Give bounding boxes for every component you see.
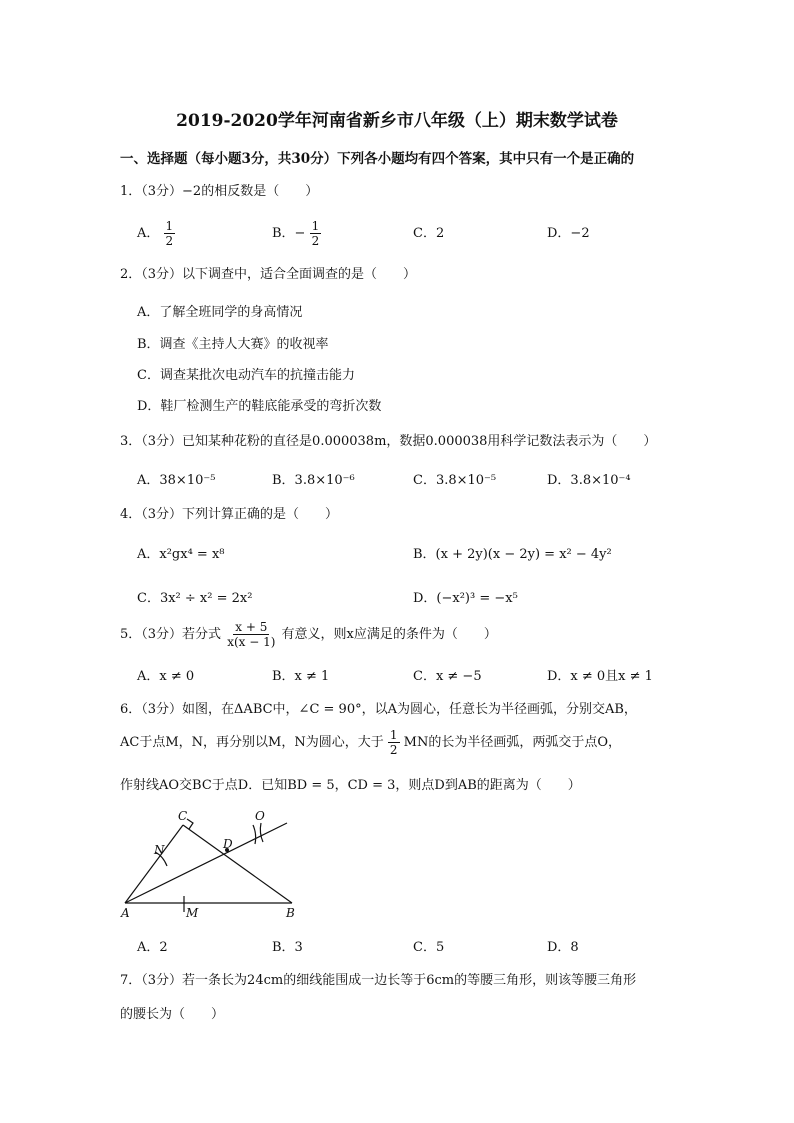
fraction-denominator: 2 <box>311 234 320 248</box>
label-c: C <box>178 809 188 823</box>
ray-ao <box>125 823 287 903</box>
question-1-stem: 1．（3分）−2的相反数是（ ） <box>120 184 319 199</box>
q1-option-a-fraction <box>164 219 176 248</box>
label-o: O <box>255 809 265 823</box>
segment-ac <box>125 825 183 903</box>
q3-option-c: C．3.8×10⁻⁵ <box>413 473 497 488</box>
q5-option-d: D．x ≠ 0且x ≠ 1 <box>547 669 653 684</box>
q4-option-a: A．x²gx⁴ = x⁸ <box>137 547 225 562</box>
q1-option-b <box>272 219 321 248</box>
q1-option-c: C．2 <box>413 226 445 241</box>
q1-option-a <box>137 219 175 248</box>
q3-option-a: A．38×10⁻⁵ <box>137 473 216 488</box>
question-2-stem: 2．（3分）以下调查中，适合全面调查的是（ ） <box>120 267 417 282</box>
label-n: N <box>154 843 165 857</box>
label-a: A <box>121 906 130 920</box>
right-angle-mark <box>187 819 193 829</box>
q2-option-a: A．了解全班同学的身高情况 <box>137 305 303 320</box>
q4-option-b: B．(x + 2y)(x − 2y) = x² − 4y² <box>413 547 612 562</box>
label-b: B <box>286 906 295 920</box>
q5-option-b: B．x ≠ 1 <box>272 669 330 684</box>
section-heading: 一、选择题（每小题3分，共30分）下列各小题均有四个答案，其中只有一个是正确的 <box>120 151 635 167</box>
page-title: 2019-2020学年河南省新乡市八年级（上）期末数学试卷 <box>176 111 618 131</box>
q6-line2-suffix: MN的长为半径画弧，两弧交于点O， <box>403 735 621 750</box>
q1-option-a-label: A． <box>137 226 160 241</box>
question-6-line-2 <box>120 728 621 757</box>
q5-fraction <box>225 620 277 649</box>
q5-stem-suffix: 有意义，则x应满足的条件为（ ） <box>281 627 497 642</box>
question-7-line-1: 7．（3分）若一条长为24cm的细线能围成一边长等于6cm的等腰三角形，则该等腰三角形 <box>120 973 637 988</box>
q6-triangle-figure <box>115 808 300 920</box>
label-m: M <box>186 906 199 920</box>
q2-option-b: B．调查《主持人大赛》的收视率 <box>137 337 329 352</box>
q6-option-d: D．8 <box>547 940 579 955</box>
fraction-denominator: 2 <box>389 743 398 757</box>
question-5-stem <box>120 620 497 649</box>
question-6-line-1: 6．（3分）如图，在ΔABC中，∠C = 90°，以A为圆心，任意长为半径画弧，分别交AB， <box>120 702 637 717</box>
q1-option-b-fraction <box>310 219 322 248</box>
fraction-numerator: 1 <box>389 728 398 742</box>
q1-option-b-label: B．− <box>272 226 306 241</box>
segment-cb <box>183 825 292 903</box>
q3-option-d: D．3.8×10⁻⁴ <box>547 473 631 488</box>
question-6-line-3: 作射线AO交BC于点D．已知BD = 5，CD = 3，则点D到AB的距离为（ ） <box>120 778 581 793</box>
q2-option-d: D．鞋厂检测生产的鞋底能承受的弯折次数 <box>137 399 382 414</box>
q6-option-a: A．2 <box>137 940 168 955</box>
q4-option-c: C．3x² ÷ x² = 2x² <box>137 591 253 606</box>
q5-option-c: C．x ≠ −5 <box>413 669 482 684</box>
q3-option-b: B．3.8×10⁻⁶ <box>272 473 355 488</box>
q6-option-c: C．5 <box>413 940 445 955</box>
arc-mark-o-1 <box>253 825 256 844</box>
q1-option-d: D．−2 <box>547 226 590 241</box>
q5-stem-prefix: 5．（3分）若分式 <box>120 627 222 642</box>
fraction-denominator: x(x − 1) <box>227 635 276 649</box>
q6-line2-prefix: AC于点M，N，再分别以M，N为圆心，大于 <box>120 735 384 750</box>
question-4-stem: 4．（3分）下列计算正确的是（ ） <box>120 507 339 522</box>
q5-option-a: A．x ≠ 0 <box>137 669 195 684</box>
fraction-numerator: x + 5 <box>235 620 268 634</box>
fraction-numerator: 1 <box>165 219 174 233</box>
label-d: D <box>223 837 233 851</box>
q6-fraction <box>388 728 400 757</box>
question-3-stem: 3．（3分）已知某种花粉的直径是0.000038m，数据0.000038用科学记数法表示为（ ） <box>120 434 657 449</box>
fraction-numerator: 1 <box>311 219 320 233</box>
arc-mark-o-2 <box>260 823 263 842</box>
q6-option-b: B．3 <box>272 940 303 955</box>
fraction-denominator: 2 <box>165 234 174 248</box>
q4-option-d: D．(−x²)³ = −x⁵ <box>413 591 518 606</box>
q2-option-c: C．调查某批次电动汽车的抗撞击能力 <box>137 368 355 383</box>
question-7-line-2: 的腰长为（ ） <box>120 1007 225 1022</box>
